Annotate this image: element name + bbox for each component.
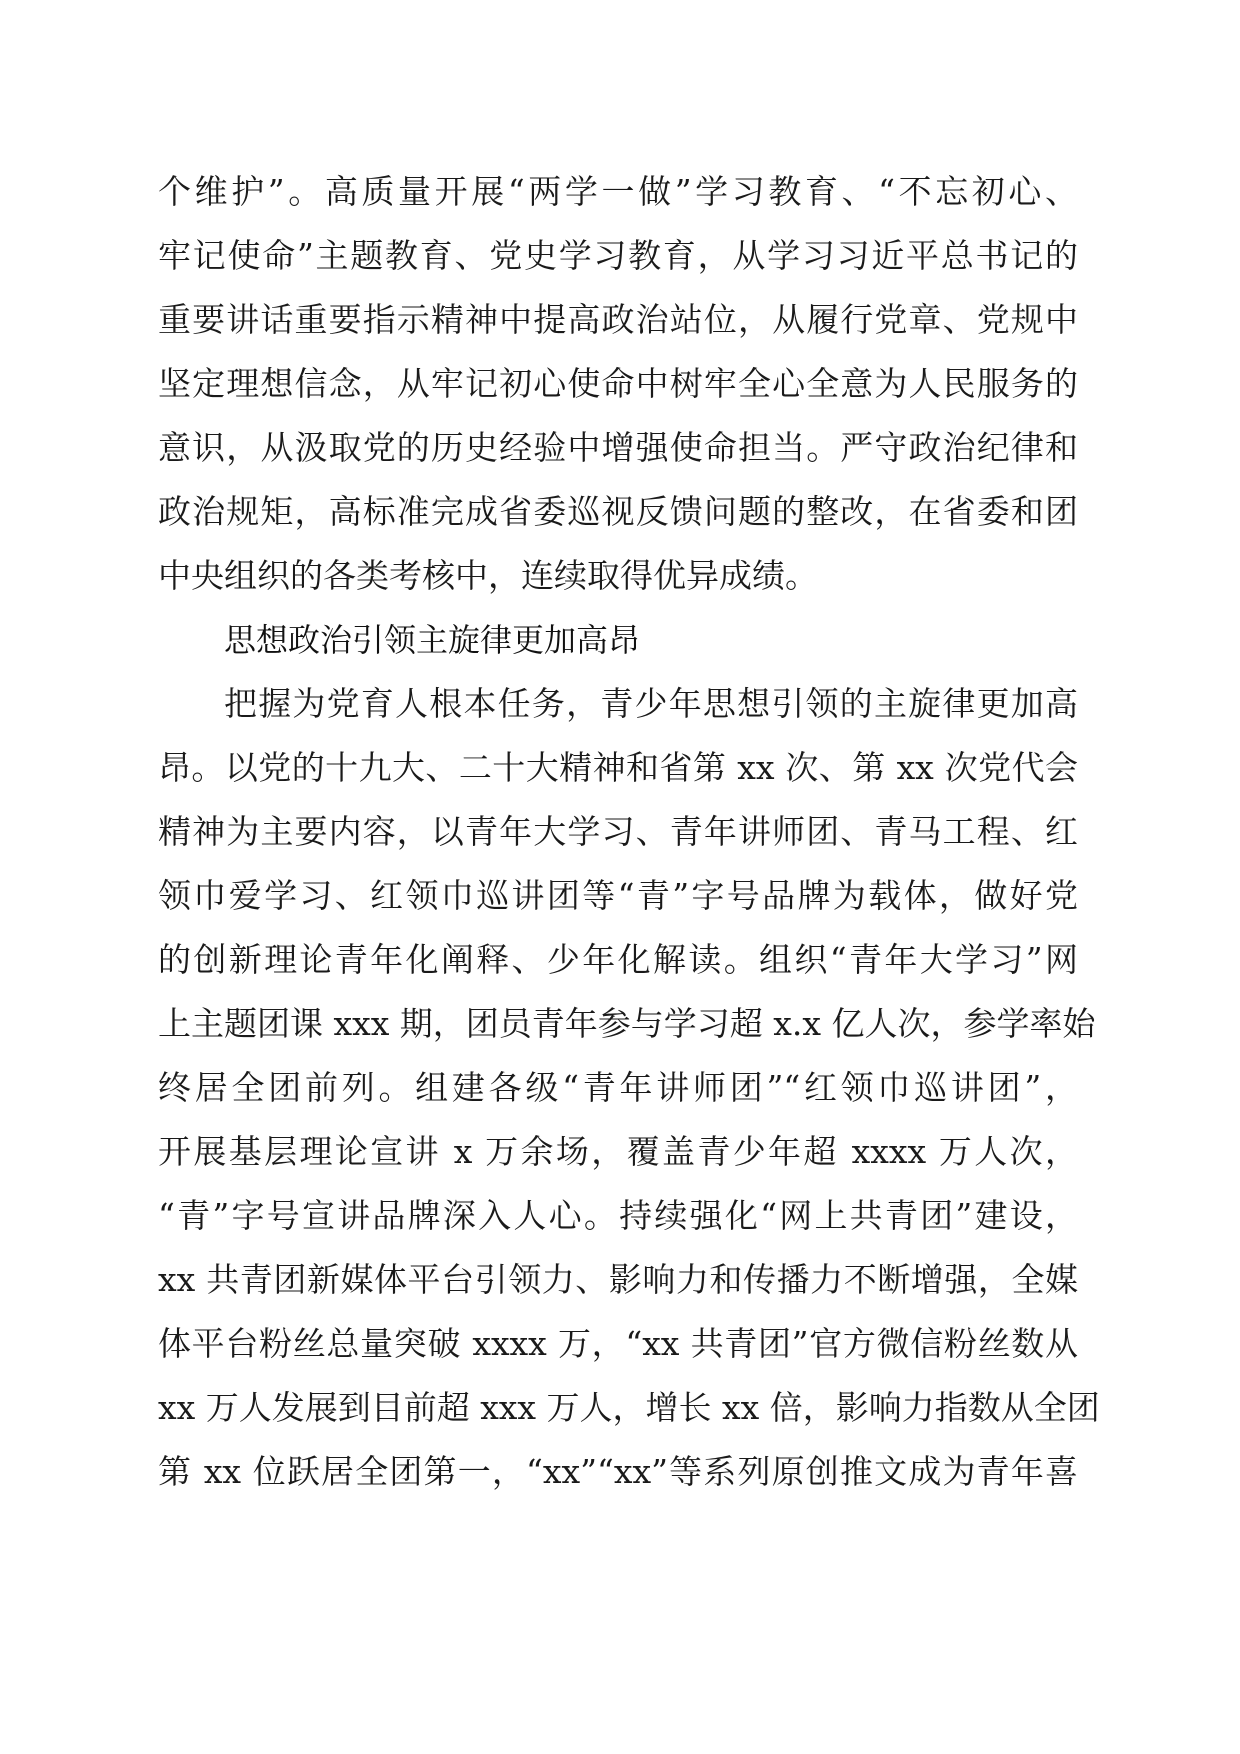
text-line: xx 万人发展到目前超 xxx 万人，增长 xx 倍，影响力指数从全团 [158,1388,1100,1427]
text-line: 牢记使命”主题教育、党史学习教育，从学习习近平总书记的 [158,236,1078,275]
paragraph-party-building [158,160,1078,608]
document-body [158,160,1100,1504]
text-line: 上主题团课 xxx 期，团员青年参与学习超 x.x 亿人次，参学率始 [158,1004,1096,1043]
paragraph-ideological-guidance [158,672,1100,1504]
text-line: 政治规矩，高标准完成省委巡视反馈问题的整改，在省委和团 [158,492,1078,531]
text-line: 昂。以党的十九大、二十大精神和省第 xx 次、第 xx 次党代会 [158,748,1078,787]
text-line: 第 xx 位跃居全团第一，“xx”“xx”等系列原创推文成为青年喜 [158,1452,1078,1491]
text-line: 把握为党育人根本任务，青少年思想引领的主旋律更加高 [224,684,1078,723]
section-heading: 思想政治引领主旋律更加高昂 [224,621,641,659]
text-line: 中央组织的各类考核中，连续取得优异成绩。 [158,556,818,595]
text-line: 坚定理想信念，从牢记初心使命中树牢全心全意为人民服务的 [158,364,1078,403]
text-line: 个维护”。高质量开展“两学一做”学习教育、“不忘初心、 [158,172,1078,211]
text-line: 体平台粉丝总量突破 xxxx 万，“xx 共青团”官方微信粉丝数从 [158,1324,1078,1363]
text-line: 终居全团前列。组建各级“青年讲师团”“红领巾巡讲团”， [158,1068,1078,1107]
text-line: 意识，从汲取党的历史经验中增强使命担当。严守政治纪律和 [158,428,1078,467]
text-line: 精神为主要内容，以青年大学习、青年讲师团、青马工程、红 [158,812,1078,851]
text-line: 的创新理论青年化阐释、少年化解读。组织“青年大学习”网 [158,940,1078,979]
text-line: xx 共青团新媒体平台引领力、影响力和传播力不断增强，全媒 [158,1260,1078,1299]
text-line: 重要讲话重要指示精神中提高政治站位，从履行党章、党规中 [158,300,1078,339]
text-line: 领巾爱学习、红领巾巡讲团等“青”字号品牌为载体，做好党 [158,876,1078,915]
text-line: “青”字号宣讲品牌深入人心。持续强化“网上共青团”建设， [158,1196,1078,1235]
text-line: 开展基层理论宣讲 x 万余场，覆盖青少年超 xxxx 万人次， [158,1132,1078,1171]
